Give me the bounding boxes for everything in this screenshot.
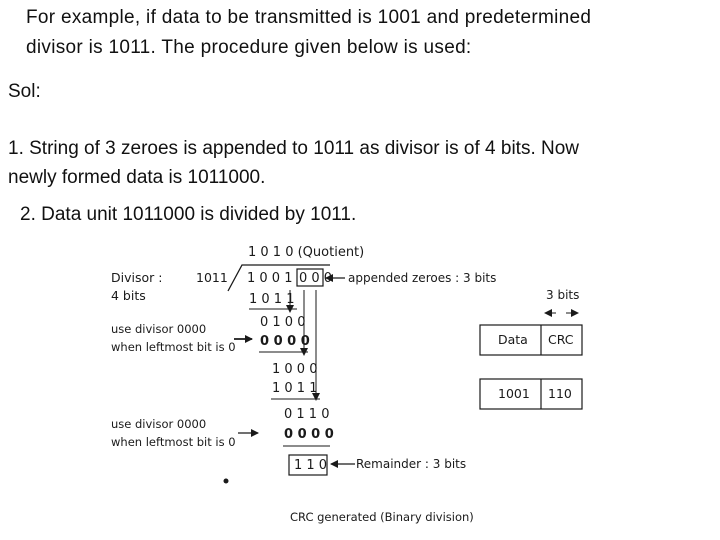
table-header-data: Data xyxy=(498,332,528,347)
figure-caption: CRC generated (Binary division) xyxy=(290,510,474,524)
row-6: 0 1 1 0 xyxy=(284,407,330,422)
note-1-line-1: use divisor 0000 xyxy=(111,322,207,336)
remainder-note: Remainder : 3 bits xyxy=(356,457,467,471)
quotient: 1 0 1 0 (Quotient) xyxy=(248,245,365,260)
step-1-line-1: 1. String of 3 zeroes is appended to 1011 as divisor is of 4 bits. Now xyxy=(8,138,580,159)
appended-note: appended zeroes : 3 bits xyxy=(348,271,497,285)
step-1-line-2: newly formed data is 1011000. xyxy=(8,167,266,188)
stray-dot xyxy=(224,479,229,484)
sol-label: Sol: xyxy=(8,81,41,102)
table-value-data: 1001 xyxy=(498,386,530,401)
row-2: 0 1 0 0 xyxy=(260,315,306,330)
dividend-data: 1 0 0 1 xyxy=(247,271,293,286)
row-5: 1 0 1 1 xyxy=(272,381,318,396)
note-2-line-1: use divisor 0000 xyxy=(111,417,207,431)
divisor-bits: 4 bits xyxy=(111,288,146,303)
row-7: 0 0 0 0 xyxy=(284,427,334,442)
dividend-zeros: 0 0 0 xyxy=(299,271,333,286)
table-header-crc: CRC xyxy=(548,332,574,347)
divisor-value: 1011 xyxy=(196,270,228,285)
row-3: 0 0 0 0 xyxy=(260,334,310,349)
row-1: 1 0 1 1 xyxy=(249,292,295,307)
remainder: 1 1 0 xyxy=(294,458,328,473)
crc-bits-label: 3 bits xyxy=(546,288,580,302)
intro-line-2: divisor is 1011. The procedure given below is used: xyxy=(26,37,472,58)
row-4: 1 0 0 0 xyxy=(272,362,318,377)
step-2: 2. Data unit 1011000 is divided by 1011. xyxy=(20,204,357,225)
divisor-label: Divisor : xyxy=(111,270,163,285)
table-value-crc: 110 xyxy=(548,386,572,401)
note-2-line-2: when leftmost bit is 0 xyxy=(111,435,236,449)
note-1-line-2: when leftmost bit is 0 xyxy=(111,340,236,354)
intro-line-1: For example, if data to be transmitted is 1001 and predetermined xyxy=(26,7,592,28)
